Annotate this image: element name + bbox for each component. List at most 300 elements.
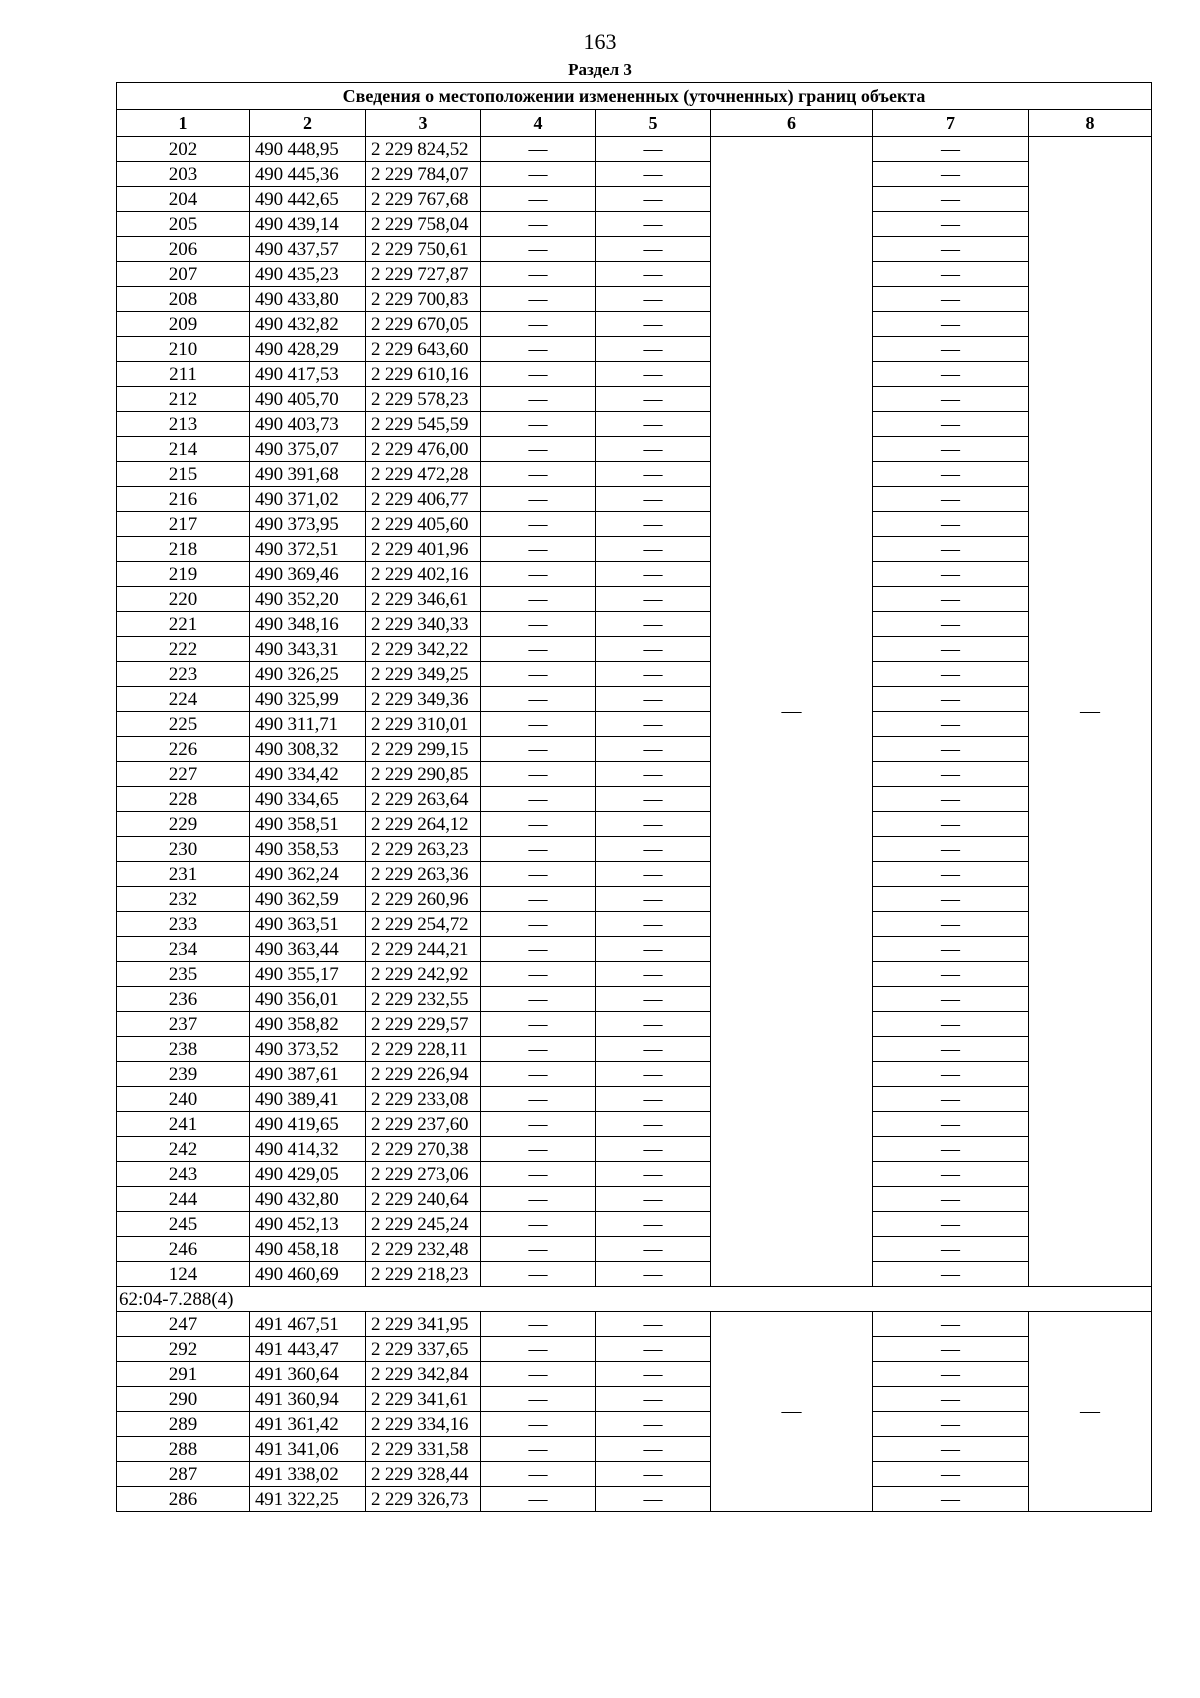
point-number: 204 — [117, 187, 250, 212]
coordinate-x: 490 308,32 — [250, 737, 366, 762]
coordinate-x: 490 445,36 — [250, 162, 366, 187]
table-row — [117, 487, 1152, 512]
col-5-value: — — [596, 512, 711, 537]
page-number: 163 — [583, 29, 617, 54]
coordinate-y: 2 229 340,33 — [366, 612, 481, 637]
column-header: 5 — [596, 110, 711, 137]
coordinate-y: 2 229 237,60 — [366, 1112, 481, 1137]
col-4-value: — — [481, 662, 596, 687]
group-label: 62:04-7.288(4) — [117, 1287, 1152, 1312]
col-6-merged-value: — — [711, 137, 873, 1287]
table-row — [117, 1112, 1152, 1137]
coordinate-x: 490 375,07 — [250, 437, 366, 462]
col-7-value: — — [873, 937, 1029, 962]
coordinate-y: 2 229 750,61 — [366, 237, 481, 262]
col-5-value: — — [596, 1137, 711, 1162]
coordinate-y: 2 229 670,05 — [366, 312, 481, 337]
col-7-value: — — [873, 1062, 1029, 1087]
col-5-value: — — [596, 787, 711, 812]
col-7-value: — — [873, 462, 1029, 487]
coordinate-y: 2 229 273,06 — [366, 1162, 481, 1187]
col-4-value: — — [481, 1412, 596, 1437]
col-7-value: — — [873, 1312, 1029, 1337]
point-number: 242 — [117, 1137, 250, 1162]
col-7-value: — — [873, 837, 1029, 862]
coordinate-y: 2 229 402,16 — [366, 562, 481, 587]
table-row — [117, 1337, 1152, 1362]
coordinate-y: 2 229 824,52 — [366, 137, 481, 162]
point-number: 206 — [117, 237, 250, 262]
col-7-value: — — [873, 1437, 1029, 1462]
table-row — [117, 937, 1152, 962]
col-5-value: — — [596, 237, 711, 262]
col-5-value: — — [596, 812, 711, 837]
col-4-value: — — [481, 587, 596, 612]
coordinate-x: 490 373,95 — [250, 512, 366, 537]
coordinate-y: 2 229 270,38 — [366, 1137, 481, 1162]
point-number: 247 — [117, 1312, 250, 1337]
col-7-value: — — [873, 1162, 1029, 1187]
table-row — [117, 1137, 1152, 1162]
point-number: 227 — [117, 762, 250, 787]
coordinate-y: 2 229 260,96 — [366, 887, 481, 912]
coordinate-y: 2 229 254,72 — [366, 912, 481, 937]
col-5-value: — — [596, 637, 711, 662]
table-row — [117, 187, 1152, 212]
coordinate-y: 2 229 758,04 — [366, 212, 481, 237]
point-number: 224 — [117, 687, 250, 712]
point-number: 241 — [117, 1112, 250, 1137]
coordinate-y: 2 229 290,85 — [366, 762, 481, 787]
coordinate-y: 2 229 346,61 — [366, 587, 481, 612]
table-row — [117, 1387, 1152, 1412]
col-5-value: — — [596, 187, 711, 212]
col-4-value: — — [481, 187, 596, 212]
coordinate-y: 2 229 342,84 — [366, 1362, 481, 1387]
point-number: 239 — [117, 1062, 250, 1087]
col-7-value: — — [873, 1362, 1029, 1387]
coordinate-x: 490 334,65 — [250, 787, 366, 812]
col-4-value: — — [481, 612, 596, 637]
coordinate-x: 490 414,32 — [250, 1137, 366, 1162]
col-7-value: — — [873, 1212, 1029, 1237]
col-7-value: — — [873, 412, 1029, 437]
coordinate-y: 2 229 263,64 — [366, 787, 481, 812]
coordinate-y: 2 229 727,87 — [366, 262, 481, 287]
col-4-value: — — [481, 787, 596, 812]
col-5-value: — — [596, 287, 711, 312]
point-number: 222 — [117, 637, 250, 662]
coordinate-y: 2 229 405,60 — [366, 512, 481, 537]
col-5-value: — — [596, 862, 711, 887]
column-header: 8 — [1029, 110, 1152, 137]
col-7-value: — — [873, 1012, 1029, 1037]
coordinate-y: 2 229 232,55 — [366, 987, 481, 1012]
coordinate-y: 2 229 341,95 — [366, 1312, 481, 1337]
col-5-value: — — [596, 887, 711, 912]
col-5-value: — — [596, 1437, 711, 1462]
coordinate-x: 490 311,71 — [250, 712, 366, 737]
coordinate-y: 2 229 244,21 — [366, 937, 481, 962]
col-5-value: — — [596, 712, 711, 737]
table-row — [117, 387, 1152, 412]
col-4-value: — — [481, 1062, 596, 1087]
point-number: 236 — [117, 987, 250, 1012]
point-number: 286 — [117, 1487, 250, 1512]
col-5-value: — — [596, 1462, 711, 1487]
table-row — [117, 962, 1152, 987]
coordinate-y: 2 229 233,08 — [366, 1087, 481, 1112]
coordinate-y: 2 229 263,36 — [366, 862, 481, 887]
table-row — [117, 337, 1152, 362]
col-5-value: — — [596, 262, 711, 287]
table-title: Сведения о местоположении измененных (уточненных) границ объекта — [117, 83, 1152, 110]
point-number: 208 — [117, 287, 250, 312]
coordinate-x: 491 360,94 — [250, 1387, 366, 1412]
table-row — [117, 1412, 1152, 1437]
col-4-value: — — [481, 637, 596, 662]
coordinate-x: 490 387,61 — [250, 1062, 366, 1087]
coordinate-x: 490 363,51 — [250, 912, 366, 937]
col-4-value: — — [481, 837, 596, 862]
column-header: 2 — [250, 110, 366, 137]
coordinate-y: 2 229 784,07 — [366, 162, 481, 187]
table-row — [117, 562, 1152, 587]
column-header: 1 — [117, 110, 250, 137]
coordinate-x: 490 372,51 — [250, 537, 366, 562]
point-number: 231 — [117, 862, 250, 887]
section-title: Раздел 3 — [568, 60, 632, 79]
col-4-value: — — [481, 337, 596, 362]
point-number: 219 — [117, 562, 250, 587]
point-number: 214 — [117, 437, 250, 462]
table-row — [117, 312, 1152, 337]
point-number: 244 — [117, 1187, 250, 1212]
col-7-value: — — [873, 1412, 1029, 1437]
col-5-value: — — [596, 1387, 711, 1412]
col-5-value: — — [596, 687, 711, 712]
table-row — [117, 212, 1152, 237]
table-row — [117, 887, 1152, 912]
coordinate-x: 491 467,51 — [250, 1312, 366, 1337]
col-5-value: — — [596, 1362, 711, 1387]
point-number: 221 — [117, 612, 250, 637]
col-7-value: — — [873, 737, 1029, 762]
col-7-value: — — [873, 712, 1029, 737]
column-header: 4 — [481, 110, 596, 137]
coordinate-y: 2 229 226,94 — [366, 1062, 481, 1087]
col-7-value: — — [873, 912, 1029, 937]
col-7-value: — — [873, 487, 1029, 512]
coordinate-x: 490 362,59 — [250, 887, 366, 912]
point-number: 211 — [117, 362, 250, 387]
col-5-value: — — [596, 487, 711, 512]
col-5-value: — — [596, 412, 711, 437]
table-row — [117, 362, 1152, 387]
coordinate-x: 490 343,31 — [250, 637, 366, 662]
table-row — [117, 637, 1152, 662]
table-row — [117, 1087, 1152, 1112]
coordinate-x: 491 322,25 — [250, 1487, 366, 1512]
col-4-value: — — [481, 1012, 596, 1037]
coordinate-x: 490 369,46 — [250, 562, 366, 587]
col-4-value: — — [481, 287, 596, 312]
table-row — [117, 837, 1152, 862]
col-7-value: — — [873, 887, 1029, 912]
coordinate-y: 2 229 218,23 — [366, 1262, 481, 1287]
table-row — [117, 812, 1152, 837]
point-number: 225 — [117, 712, 250, 737]
col-7-value: — — [873, 1387, 1029, 1412]
col-4-value: — — [481, 887, 596, 912]
coordinate-x: 490 403,73 — [250, 412, 366, 437]
col-5-value: — — [596, 337, 711, 362]
coordinate-y: 2 229 406,77 — [366, 487, 481, 512]
table-row — [117, 912, 1152, 937]
point-number: 218 — [117, 537, 250, 562]
table-row — [117, 1212, 1152, 1237]
col-7-value: — — [873, 637, 1029, 662]
point-number: 237 — [117, 1012, 250, 1037]
col-4-value: — — [481, 312, 596, 337]
coordinate-y: 2 229 299,15 — [366, 737, 481, 762]
point-number: 292 — [117, 1337, 250, 1362]
coordinate-x: 490 334,42 — [250, 762, 366, 787]
col-4-value: — — [481, 1112, 596, 1137]
col-5-value: — — [596, 1337, 711, 1362]
col-7-value: — — [873, 287, 1029, 312]
col-7-value: — — [873, 187, 1029, 212]
coordinate-y: 2 229 229,57 — [366, 1012, 481, 1037]
table-row — [117, 1312, 1152, 1337]
table-row — [117, 612, 1152, 637]
point-number: 234 — [117, 937, 250, 962]
coordinate-x: 491 360,64 — [250, 1362, 366, 1387]
coordinate-x: 490 371,02 — [250, 487, 366, 512]
table-row — [117, 262, 1152, 287]
col-4-value: — — [481, 1312, 596, 1337]
col-4-value: — — [481, 537, 596, 562]
col-4-value: — — [481, 912, 596, 937]
coordinate-x: 490 428,29 — [250, 337, 366, 362]
coordinate-x: 490 391,68 — [250, 462, 366, 487]
col-5-value: — — [596, 387, 711, 412]
column-header: 3 — [366, 110, 481, 137]
coordinate-x: 490 432,80 — [250, 1187, 366, 1212]
coordinate-x: 490 435,23 — [250, 262, 366, 287]
col-5-value: — — [596, 137, 711, 162]
table-row — [117, 787, 1152, 812]
col-4-value: — — [481, 412, 596, 437]
col-4-value: — — [481, 1237, 596, 1262]
point-number: 290 — [117, 1387, 250, 1412]
point-number: 243 — [117, 1162, 250, 1187]
table-row — [117, 662, 1152, 687]
coordinate-y: 2 229 264,12 — [366, 812, 481, 837]
point-number: 235 — [117, 962, 250, 987]
col-4-value: — — [481, 262, 596, 287]
col-5-value: — — [596, 987, 711, 1012]
col-8-merged-value: — — [1029, 1312, 1152, 1512]
col-7-value: — — [873, 1462, 1029, 1487]
table-row — [117, 412, 1152, 437]
coordinate-x: 490 442,65 — [250, 187, 366, 212]
coordinate-y: 2 229 349,25 — [366, 662, 481, 687]
col-7-value: — — [873, 862, 1029, 887]
col-5-value: — — [596, 1037, 711, 1062]
coordinate-x: 490 325,99 — [250, 687, 366, 712]
coordinate-x: 490 356,01 — [250, 987, 366, 1012]
coordinate-x: 490 448,95 — [250, 137, 366, 162]
col-5-value: — — [596, 1487, 711, 1512]
coordinate-y: 2 229 767,68 — [366, 187, 481, 212]
coordinate-y: 2 229 263,23 — [366, 837, 481, 862]
col-4-value: — — [481, 812, 596, 837]
col-5-value: — — [596, 1312, 711, 1337]
col-5-value: — — [596, 1262, 711, 1287]
col-4-value: — — [481, 987, 596, 1012]
point-number: 291 — [117, 1362, 250, 1387]
point-number: 245 — [117, 1212, 250, 1237]
col-7-value: — — [873, 562, 1029, 587]
coordinate-y: 2 229 472,28 — [366, 462, 481, 487]
table-row — [117, 862, 1152, 887]
col-4-value: — — [481, 437, 596, 462]
col-7-value: — — [873, 662, 1029, 687]
coordinate-x: 490 363,44 — [250, 937, 366, 962]
point-number: 215 — [117, 462, 250, 487]
col-4-value: — — [481, 712, 596, 737]
table-row — [117, 1462, 1152, 1487]
coordinate-x: 490 362,24 — [250, 862, 366, 887]
col-5-value: — — [596, 212, 711, 237]
coordinate-x: 491 443,47 — [250, 1337, 366, 1362]
point-number: 207 — [117, 262, 250, 287]
group-label-row — [117, 1287, 1152, 1312]
col-5-value: — — [596, 1112, 711, 1137]
col-5-value: — — [596, 587, 711, 612]
col-4-value: — — [481, 687, 596, 712]
col-7-value: — — [873, 687, 1029, 712]
table-row — [117, 1362, 1152, 1387]
point-number: 220 — [117, 587, 250, 612]
col-7-value: — — [873, 162, 1029, 187]
point-number: 209 — [117, 312, 250, 337]
col-5-value: — — [596, 1062, 711, 1087]
col-5-value: — — [596, 162, 711, 187]
col-5-value: — — [596, 937, 711, 962]
col-7-value: — — [873, 1037, 1029, 1062]
coordinate-x: 490 358,82 — [250, 1012, 366, 1037]
col-5-value: — — [596, 1187, 711, 1212]
coordinate-x: 490 405,70 — [250, 387, 366, 412]
table-row — [117, 462, 1152, 487]
point-number: 230 — [117, 837, 250, 862]
table-row — [117, 437, 1152, 462]
col-5-value: — — [596, 1012, 711, 1037]
coordinate-x: 490 419,65 — [250, 1112, 366, 1137]
table-row — [117, 587, 1152, 612]
col-4-value: — — [481, 1487, 596, 1512]
col-4-value: — — [481, 362, 596, 387]
col-4-value: — — [481, 1087, 596, 1112]
col-7-value: — — [873, 1187, 1029, 1212]
coordinate-y: 2 229 545,59 — [366, 412, 481, 437]
coordinate-y: 2 229 342,22 — [366, 637, 481, 662]
table-row — [117, 1437, 1152, 1462]
coordinate-y: 2 229 310,01 — [366, 712, 481, 737]
column-header: 7 — [873, 110, 1029, 137]
coordinate-y: 2 229 228,11 — [366, 1037, 481, 1062]
col-4-value: — — [481, 462, 596, 487]
point-number: 233 — [117, 912, 250, 937]
point-number: 289 — [117, 1412, 250, 1437]
coordinate-x: 490 352,20 — [250, 587, 366, 612]
table-row — [117, 237, 1152, 262]
col-5-value: — — [596, 437, 711, 462]
col-4-value: — — [481, 512, 596, 537]
col-4-value: — — [481, 237, 596, 262]
table-row — [117, 762, 1152, 787]
coordinate-y: 2 229 326,73 — [366, 1487, 481, 1512]
coordinate-y: 2 229 401,96 — [366, 537, 481, 562]
col-4-value: — — [481, 1212, 596, 1237]
col-5-value: — — [596, 912, 711, 937]
table-row — [117, 137, 1152, 162]
point-number: 232 — [117, 887, 250, 912]
col-4-value: — — [481, 387, 596, 412]
col-5-value: — — [596, 837, 711, 862]
col-7-value: — — [873, 437, 1029, 462]
col-7-value: — — [873, 1262, 1029, 1287]
table-row — [117, 987, 1152, 1012]
col-7-value: — — [873, 1237, 1029, 1262]
col-4-value: — — [481, 562, 596, 587]
table-row — [117, 712, 1152, 737]
col-7-value: — — [873, 1087, 1029, 1112]
col-5-value: — — [596, 737, 711, 762]
point-number: 229 — [117, 812, 250, 837]
point-number: 124 — [117, 1262, 250, 1287]
col-5-value: — — [596, 1237, 711, 1262]
coordinate-x: 490 355,17 — [250, 962, 366, 987]
column-header: 6 — [711, 110, 873, 137]
point-number: 205 — [117, 212, 250, 237]
coordinate-y: 2 229 337,65 — [366, 1337, 481, 1362]
table-row — [117, 687, 1152, 712]
col-4-value: — — [481, 962, 596, 987]
col-4-value: — — [481, 137, 596, 162]
col-5-value: — — [596, 1412, 711, 1437]
col-6-merged-value: — — [711, 1312, 873, 1512]
col-5-value: — — [596, 312, 711, 337]
coordinate-x: 491 341,06 — [250, 1437, 366, 1462]
col-4-value: — — [481, 162, 596, 187]
coordinate-y: 2 229 245,24 — [366, 1212, 481, 1237]
col-5-value: — — [596, 1162, 711, 1187]
col-7-value: — — [873, 812, 1029, 837]
col-5-value: — — [596, 462, 711, 487]
col-4-value: — — [481, 862, 596, 887]
col-4-value: — — [481, 1362, 596, 1387]
col-8-merged-value: — — [1029, 137, 1152, 1287]
col-4-value: — — [481, 212, 596, 237]
coordinate-x: 490 348,16 — [250, 612, 366, 637]
table-row — [117, 1012, 1152, 1037]
col-5-value: — — [596, 562, 711, 587]
table-row — [117, 287, 1152, 312]
col-7-value: — — [873, 337, 1029, 362]
